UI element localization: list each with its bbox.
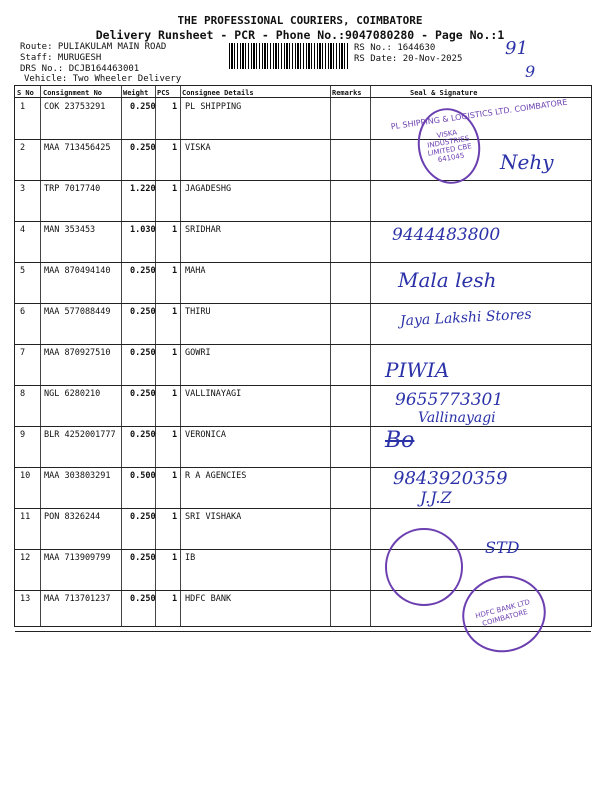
row-weight: 0.250 [130, 348, 156, 358]
row-consignment: MAA 713456425 [44, 143, 111, 153]
row-pcs: 1 [172, 471, 178, 481]
row-pcs: 1 [172, 307, 178, 317]
row-sno: 4 [20, 225, 26, 235]
sign-row9: Bo [385, 428, 415, 453]
row-sno: 10 [20, 471, 31, 481]
row-consignment: PON 8326244 [44, 512, 101, 522]
row-consignee: THIRU [185, 307, 211, 317]
row-weight: 0.250 [130, 307, 156, 317]
col-consignment: Consignment No [43, 89, 103, 97]
handwritten-corner-top: 91 [505, 38, 528, 59]
row-consignment: MAA 303803291 [44, 471, 111, 481]
row-weight: 0.250 [130, 512, 156, 522]
row-sno: 13 [20, 594, 31, 604]
row-consignment: MAA 870494140 [44, 266, 111, 276]
rs-date: RS Date: 20-Nov-2025 [354, 54, 463, 64]
row-sno: 5 [20, 266, 26, 276]
row-weight: 0.250 [130, 594, 156, 604]
col-sno: S No [17, 89, 34, 97]
row-pcs: 1 [172, 389, 178, 399]
sign-row7: PIWIA [385, 358, 450, 382]
col-consignee: Consignee Details [182, 89, 254, 97]
row-divider [15, 303, 591, 304]
row-consignee: VERONICA [185, 430, 226, 440]
row-divider [15, 508, 591, 509]
row-pcs: 1 [172, 266, 178, 276]
phone-row8: 9655773301 [395, 390, 504, 410]
row-consignment: MAA 870927510 [44, 348, 111, 358]
row-weight: 1.220 [130, 184, 156, 194]
staff-label: Staff: MURUGESH [20, 53, 102, 63]
row-weight: 0.250 [130, 389, 156, 399]
row-weight: 0.250 [130, 143, 156, 153]
pl-shipping-stamp: PL SHIPPING & LOGISTICS LTD. COIMBATORE [390, 97, 568, 132]
row-weight: 0.500 [130, 471, 156, 481]
col-pcs: PCS [157, 89, 170, 97]
row-consignee: SRIDHAR [185, 225, 221, 235]
row-sno: 8 [20, 389, 26, 399]
row-weight: 0.250 [130, 266, 156, 276]
row-consignee: VISKA [185, 143, 211, 153]
row-pcs: 1 [172, 594, 178, 604]
row-consignment: MAA 713909799 [44, 553, 111, 563]
row-sno: 6 [20, 307, 26, 317]
row-sno: 2 [20, 143, 26, 153]
sign-row8: Vallinayagi [418, 410, 496, 426]
sign-row5: Mala lesh [398, 268, 497, 292]
row-divider [15, 139, 591, 140]
col-weight: Weight [123, 89, 149, 97]
col-seal: Seal & Signature [410, 89, 478, 97]
rs-number: RS No.: 1644630 [354, 43, 436, 53]
phone-row10: 9843920359 [393, 468, 508, 489]
viska-stamp-text: VISKA INDUSTRIES LIMITED CBE 641045 [426, 128, 473, 165]
sign-row12: STD [485, 538, 520, 557]
row-consignment: NGL 6280210 [44, 389, 101, 399]
row-consignment: MAA 713701237 [44, 594, 111, 604]
row-sno: 12 [20, 553, 31, 563]
row-weight: 1.030 [130, 225, 156, 235]
row-divider [15, 180, 591, 181]
row-divider [15, 426, 591, 427]
row-consignee: JAGADESHG [185, 184, 232, 194]
row-weight: 0.250 [130, 553, 156, 563]
handwritten-corner-bottom: 9 [525, 62, 536, 81]
row-pcs: 1 [172, 348, 178, 358]
col-remarks: Remarks [332, 89, 362, 97]
row-consignee: GOWRI [185, 348, 211, 358]
row-consignee: PL SHIPPING [185, 102, 242, 112]
row-consignment: TRP 7017740 [44, 184, 101, 194]
row-sno: 11 [20, 512, 31, 522]
company-title: THE PROFESSIONAL COURIERS, COIMBATORE [177, 14, 423, 27]
row-weight: 0.250 [130, 102, 156, 112]
runsheet-subtitle: Delivery Runsheet - PCR - Phone No.:9047080280 - Page No.:1 [95, 28, 505, 42]
row-consignee: IB [185, 553, 196, 563]
row-sno: 9 [20, 430, 26, 440]
barcode [229, 43, 349, 69]
row-divider [15, 262, 591, 263]
row-consignee: HDFC BANK [185, 594, 232, 604]
row-consignment: MAA 577088449 [44, 307, 111, 317]
vehicle-label: Vehicle: Two Wheeler Delivery [24, 74, 182, 84]
row-pcs: 1 [172, 553, 178, 563]
row-consignee: VALLINAYAGI [185, 389, 242, 399]
row-consignee: MAHA [185, 266, 206, 276]
phone-row4: 9444483800 [392, 225, 501, 245]
row-pcs: 1 [172, 430, 178, 440]
row12-stamp [385, 528, 463, 606]
row-consignee: SRI VISHAKA [185, 512, 242, 522]
sign-row3: Nehy [500, 150, 554, 174]
row-divider [15, 344, 591, 345]
hdfc-stamp-text: HDFC BANK LTD COIMBATORE [474, 598, 531, 628]
row-sno: 7 [20, 348, 26, 358]
row-consignee: R A AGENCIES [185, 471, 247, 481]
row-pcs: 1 [172, 143, 178, 153]
row-divider [15, 385, 591, 386]
row-pcs: 1 [172, 225, 178, 235]
row-sno: 3 [20, 184, 26, 194]
row-pcs: 1 [172, 102, 178, 112]
row-consignment: COK 23753291 [44, 102, 106, 112]
row-consignment: BLR 4252001777 [44, 430, 116, 440]
row-consignment: MAN 353453 [44, 225, 96, 235]
drs-number: DRS No.: DCJB164463001 [20, 64, 140, 74]
row-sno: 1 [20, 102, 26, 112]
sign-row10: J.J.Z [420, 488, 452, 507]
row-divider [15, 221, 591, 222]
sign-row6: Jaya Lakshi Stores [399, 306, 533, 330]
row-weight: 0.250 [130, 430, 156, 440]
route-label: Route: PULIAKULAM MAIN ROAD [20, 42, 167, 52]
row-pcs: 1 [172, 512, 178, 522]
row-pcs: 1 [172, 184, 178, 194]
